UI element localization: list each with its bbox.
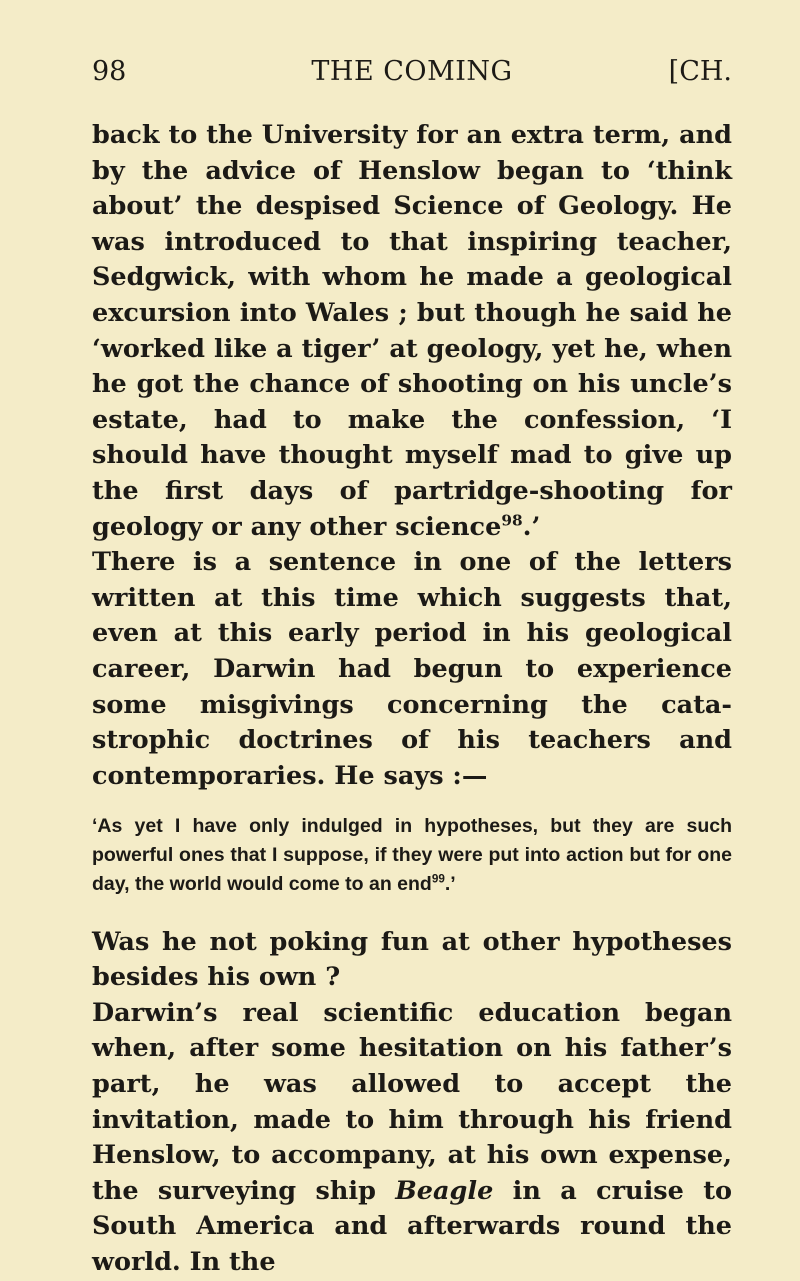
paragraph-letters: There is a sentence in one of the letters written at this time which suggests that, even at this early period in his geological career, Darwin had begun to experience some misgivings concerning the cata- strophic doctrines of his teachers and contemporaries. He says :— bbox=[92, 547, 732, 791]
paragraph-text: Darwin’s real scientific education began when, after some hesitation on his father’s part, he was allowed to accept the invitation, made to him through his friend Henslow, to accompany, at his own expense, the surveying ship bbox=[92, 997, 732, 1206]
footnote-ref: 99 bbox=[431, 872, 445, 886]
paragraph-education bbox=[92, 996, 732, 1281]
footnote-ref: 98 bbox=[501, 511, 523, 530]
quote-text: ‘As yet I have only indulged in hypotheses, but they are such powerful ones that I suppose, if they were put into action but for one day, the world would come to an end bbox=[92, 815, 732, 895]
page-number: 98 bbox=[92, 56, 127, 87]
paragraph-university bbox=[92, 118, 732, 545]
block-quote bbox=[92, 812, 732, 898]
paragraph-hypotheses: Was he not poking fun at other hypotheses besides his own ? bbox=[92, 926, 732, 993]
chapter-mark: [CH. bbox=[668, 56, 732, 87]
ship-name: Beagle bbox=[395, 1175, 494, 1206]
paragraph-text: back to the University for an extra term, and by the advice of Henslow began to ‘think about’ the despised Science of Geology. He was introduced to that inspiring teacher, Sedgwick, with whom he made a geological excursion into Wales ; but though he said he ‘worked like a tiger’ at geology, yet he, when he got the chance of shooting on his uncle’s estate, had to make the confession, ‘I should have thought myself mad to give up the first days of partridge-shooting for geology or any other science bbox=[92, 120, 732, 542]
paragraph-text-end: .’ bbox=[522, 511, 541, 542]
running-head bbox=[92, 48, 732, 96]
quote-text-end: .’ bbox=[444, 872, 456, 895]
running-title: THE COMING bbox=[311, 56, 513, 87]
paragraph-text-end: in a cruise to South America and afterwards round the world. In the bbox=[92, 1175, 732, 1278]
body-text bbox=[92, 118, 732, 1281]
